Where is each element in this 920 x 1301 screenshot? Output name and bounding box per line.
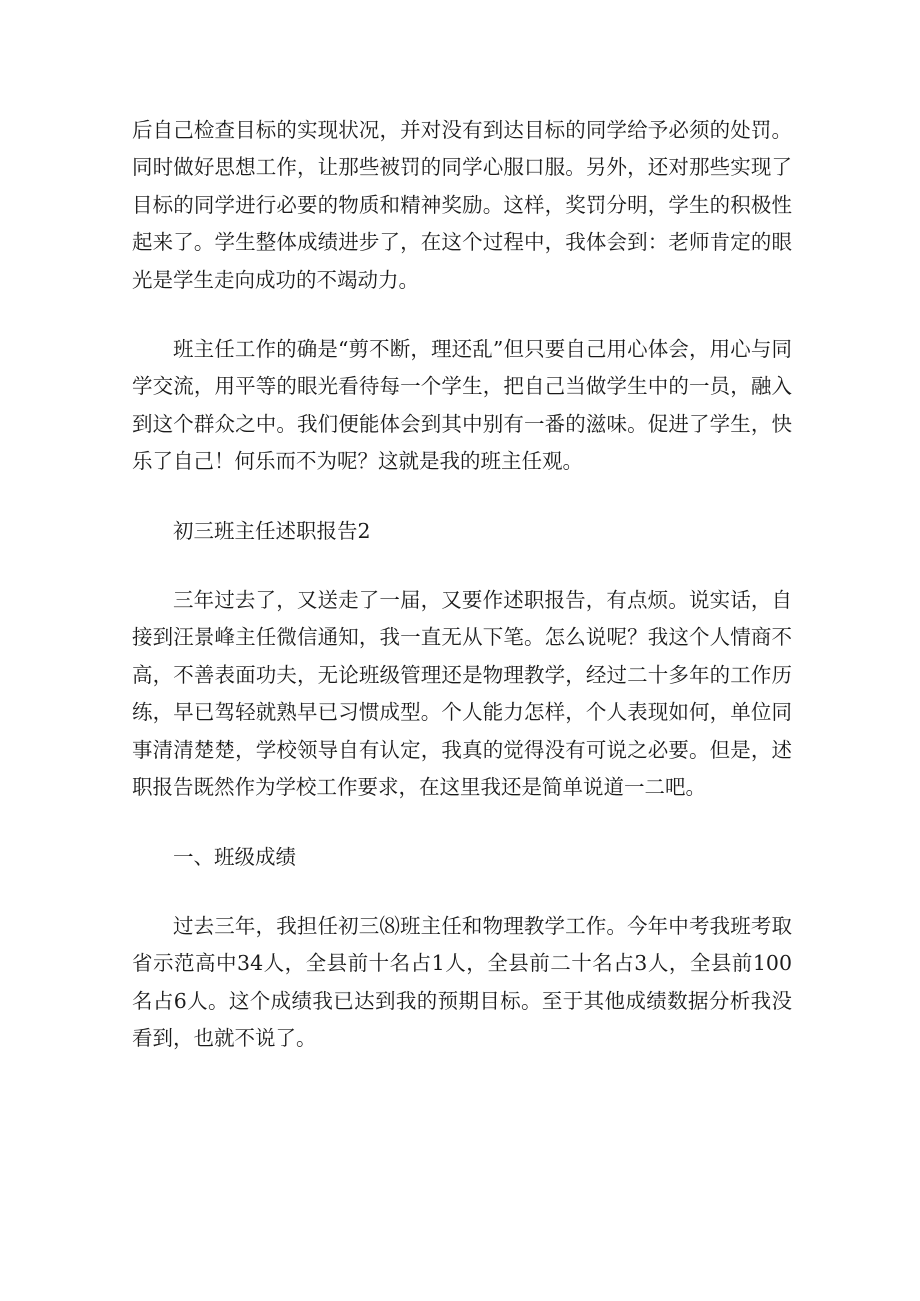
paragraph-gap xyxy=(132,876,792,908)
paragraph-gap xyxy=(132,299,792,331)
paragraph-continuation: 后自己检查目标的实现状况，并对没有到达目标的同学给予必须的处罚。同时做好思想工作，让那些被罚的同学心服口服。另外，还对那些实现了目标的同学进行必要的物质和精神奖励。这样，奖罚分明，学生的积极性起来了。学生整体成绩进步了，在这个过程中，我体会到：老师肯定的眼光是学生走向成功的不竭动力。 xyxy=(132,118,792,292)
paragraph-gap xyxy=(132,481,792,513)
paragraph-gap xyxy=(132,550,792,582)
document-page xyxy=(132,112,792,1058)
section-heading-class-results: 一、班级成绩 xyxy=(173,844,296,869)
paragraph-results: 过去三年，我担任初三⑻班主任和物理教学工作。今年中考我班考取省示范高中34人，全县前十名占1人，全县前二十名占3人，全县前100名占6人。这个成绩我已达到我的预期目标。至于其他成绩数据分析我没看到，也就不说了。 xyxy=(132,913,792,1051)
paragraph-head-teacher-view: 班主任工作的确是“剪不断，理还乱”但只要自己用心体会，用心与同学交流，用平等的眼光看待每一个学生，把自己当做学生中的一员，融入到这个群众之中。我们便能体会到其中别有一番的滋味。促进了学生，快乐了自己！何乐而不为呢？这就是我的班主任观。 xyxy=(132,337,792,474)
section-title-report-2: 初三班主任述职报告2 xyxy=(173,518,371,543)
paragraph-gap xyxy=(132,807,792,839)
paragraph-intro: 三年过去了，又送走了一届，又要作述职报告，有点烦。说实话，自接到汪景峰主任微信通知，我一直无从下笔。怎么说呢？我这个人情商不高，不善表面功夫，无论班级管理还是物理教学，经过二十多年的工作历练，早已驾轻就熟早已习惯成型。个人能力怎样，个人表现如何，单位同事清清楚楚，学校领导自有认定，我真的觉得没有可说之必要。但是，述职报告既然作为学校工作要求，在这里我还是简单说道一二吧。 xyxy=(132,588,792,800)
